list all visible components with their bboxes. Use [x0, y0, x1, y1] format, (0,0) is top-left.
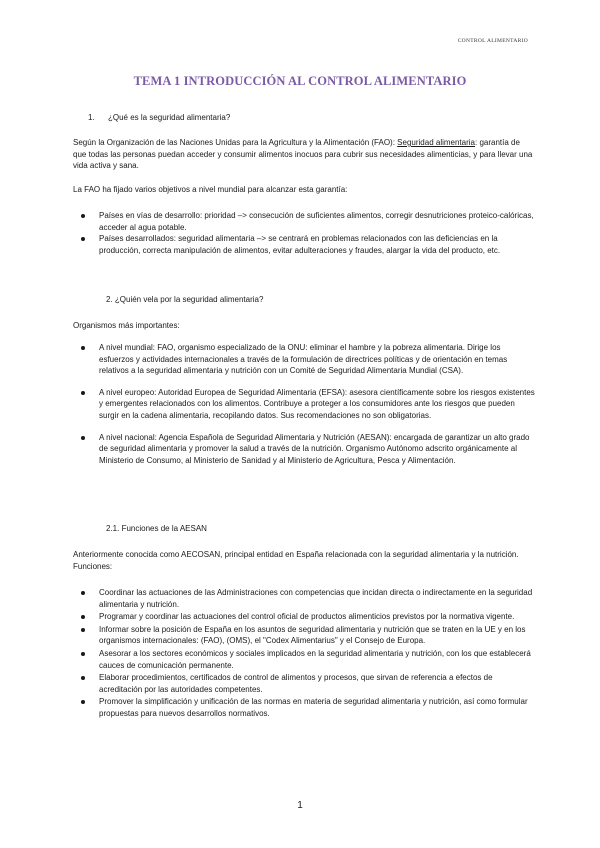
- list-item-text: Países desarrollados: seguridad alimentaria –> se centrará en problemas relacionados con las deficiencias en la producción, correcta manipulación de alimentos, evitar adulteraciones y fraudes, alargar la vida del producto, etc.: [99, 234, 501, 255]
- section-2-1-heading: 2.1. Funciones de la AESAN: [106, 524, 207, 533]
- bullet-icon: [81, 436, 85, 440]
- aesan-intro: Anteriormente conocida como AECOSAN, principal entidad en España relacionada con la seguridad alimentaria y la nutrición. Funciones:: [73, 550, 519, 571]
- list-item-text: A nivel europeo: Autoridad Europea de Seguridad Alimentaria (EFSA): asesora científicamente sobre los riesgos existentes y emergentes relacionados con los alimentos. Contribuye a proteger a los consumidores ante los riesgos que pueden surgir en la cadena alimentaria, recopilando datos. Sus recomendaciones no son obligatorias.: [99, 387, 535, 420]
- list-item-text: Informar sobre la posición de España en los asuntos de seguridad alimentaria y nutrición que se traten en la UE y en los organismos internacionales: (FAO), (OMS), el "Codex Alimentarius" y el Consejo de Europa.: [99, 624, 526, 646]
- list-item-text: Coordinar las actuaciones de las Administraciones con competencias que incidan directa o indirectamente en la seguridad alimentaria y nutrición.: [99, 588, 533, 609]
- definition-suffix: : garantía de que todas las personas puedan acceder y consumir alimentos inocuos para cubrir sus necesidades alimenticias, y para llevar una vida activa y sana.: [73, 138, 533, 171]
- fao-definition-paragraph: [73, 137, 535, 172]
- organisms-intro: Organismos más importantes:: [73, 321, 180, 330]
- bullet-icon: [81, 391, 85, 395]
- bullet-icon: [81, 346, 85, 350]
- objectives-intro: La FAO ha fijado varios objetivos a nivel mundial para alcanzar esta garantía:: [73, 185, 348, 194]
- bullet-icon: [81, 214, 85, 218]
- list-item: [81, 611, 535, 623]
- section-1-heading-text: ¿Qué es la seguridad alimentaria?: [108, 113, 231, 122]
- list-item: [81, 672, 535, 695]
- list-item-text: Promover la simplificación y unificación de las normas en materia de seguridad alimentaria y nutrición, así como formular propuestas para nuevos desarrollos normativos.: [99, 697, 528, 718]
- list-item: [81, 233, 535, 256]
- organisms-list: [73, 342, 535, 466]
- bullet-icon: [81, 591, 85, 595]
- section-1-number: 1.: [88, 113, 95, 122]
- bullet-icon: [81, 700, 85, 704]
- bullet-icon: [81, 652, 85, 656]
- bullet-icon: [81, 237, 85, 241]
- definition-term: Seguridad alimentaria: [397, 138, 475, 147]
- functions-list: [73, 587, 535, 720]
- list-item: [81, 648, 535, 671]
- bullet-icon: [81, 615, 85, 619]
- definition-prefix: Según la Organización de las Naciones Unidas para la Agricultura y la Alimentación (FAO):: [73, 138, 398, 147]
- list-item-text: A nivel mundial: FAO, organismo especializado de la ONU: eliminar el hambre y la pobreza alimentaria. Dirige los esfuerzos y actividades internacionales a través de la formulación de directrices políticas y de orientación en temas relativos a la seguridad alimentaria y nutrición con un Comité de Seguridad Alimentaria Mundial (CSA).: [99, 343, 508, 376]
- page-number: 1: [297, 800, 303, 811]
- list-item: [81, 387, 535, 422]
- section-1-heading: [88, 113, 230, 122]
- list-item: [81, 210, 535, 233]
- list-item-text: A nivel nacional: Agencia Española de Seguridad Alimentaria y Nutrición (AESAN): encargada de garantizar un alto grado de seguridad alimentaria y promover la salud a través de la nutrición. Organismo Autónomo adscrito orgánicamente al Ministerio de Consumo, al Ministerio de Sanidad y al Ministerio de Agricultura, Pesca y Alimentación.: [99, 432, 530, 465]
- list-item: [81, 587, 535, 610]
- list-item-text: Asesorar a los sectores económicos y sociales implicados en la seguridad alimentaria y nutrición, con los que establecerá cauces de comunicación permanente.: [99, 648, 531, 670]
- list-item: [81, 342, 535, 377]
- bullet-icon: [81, 676, 85, 680]
- list-item-text: Países en vías de desarrollo: prioridad –> consecución de suficientes alimentos, corregir desnutriciones proteico-calóricas, acceder al agua potable.: [99, 211, 534, 232]
- running-header: CONTROL ALIMENTARIO: [457, 38, 528, 44]
- list-item-text: Programar y coordinar las actuaciones del control oficial de productos alimenticios previstos por la normativa vigente.: [99, 612, 515, 622]
- section-2-heading: 2. ¿Quién vela por la seguridad alimentaria?: [106, 295, 264, 304]
- page-title: TEMA 1 INTRODUCCIÓN AL CONTROL ALIMENTARIO: [133, 74, 467, 88]
- list-item: [81, 696, 535, 719]
- objectives-list: [73, 210, 535, 256]
- bullet-icon: [81, 628, 85, 632]
- list-item-text: Elaborar procedimientos, certificados de control de alimentos y procesos, que sirvan de referencia a efectos de acreditación por las autoridades competentes.: [99, 673, 493, 694]
- list-item: [81, 432, 535, 467]
- list-item: [81, 624, 535, 647]
